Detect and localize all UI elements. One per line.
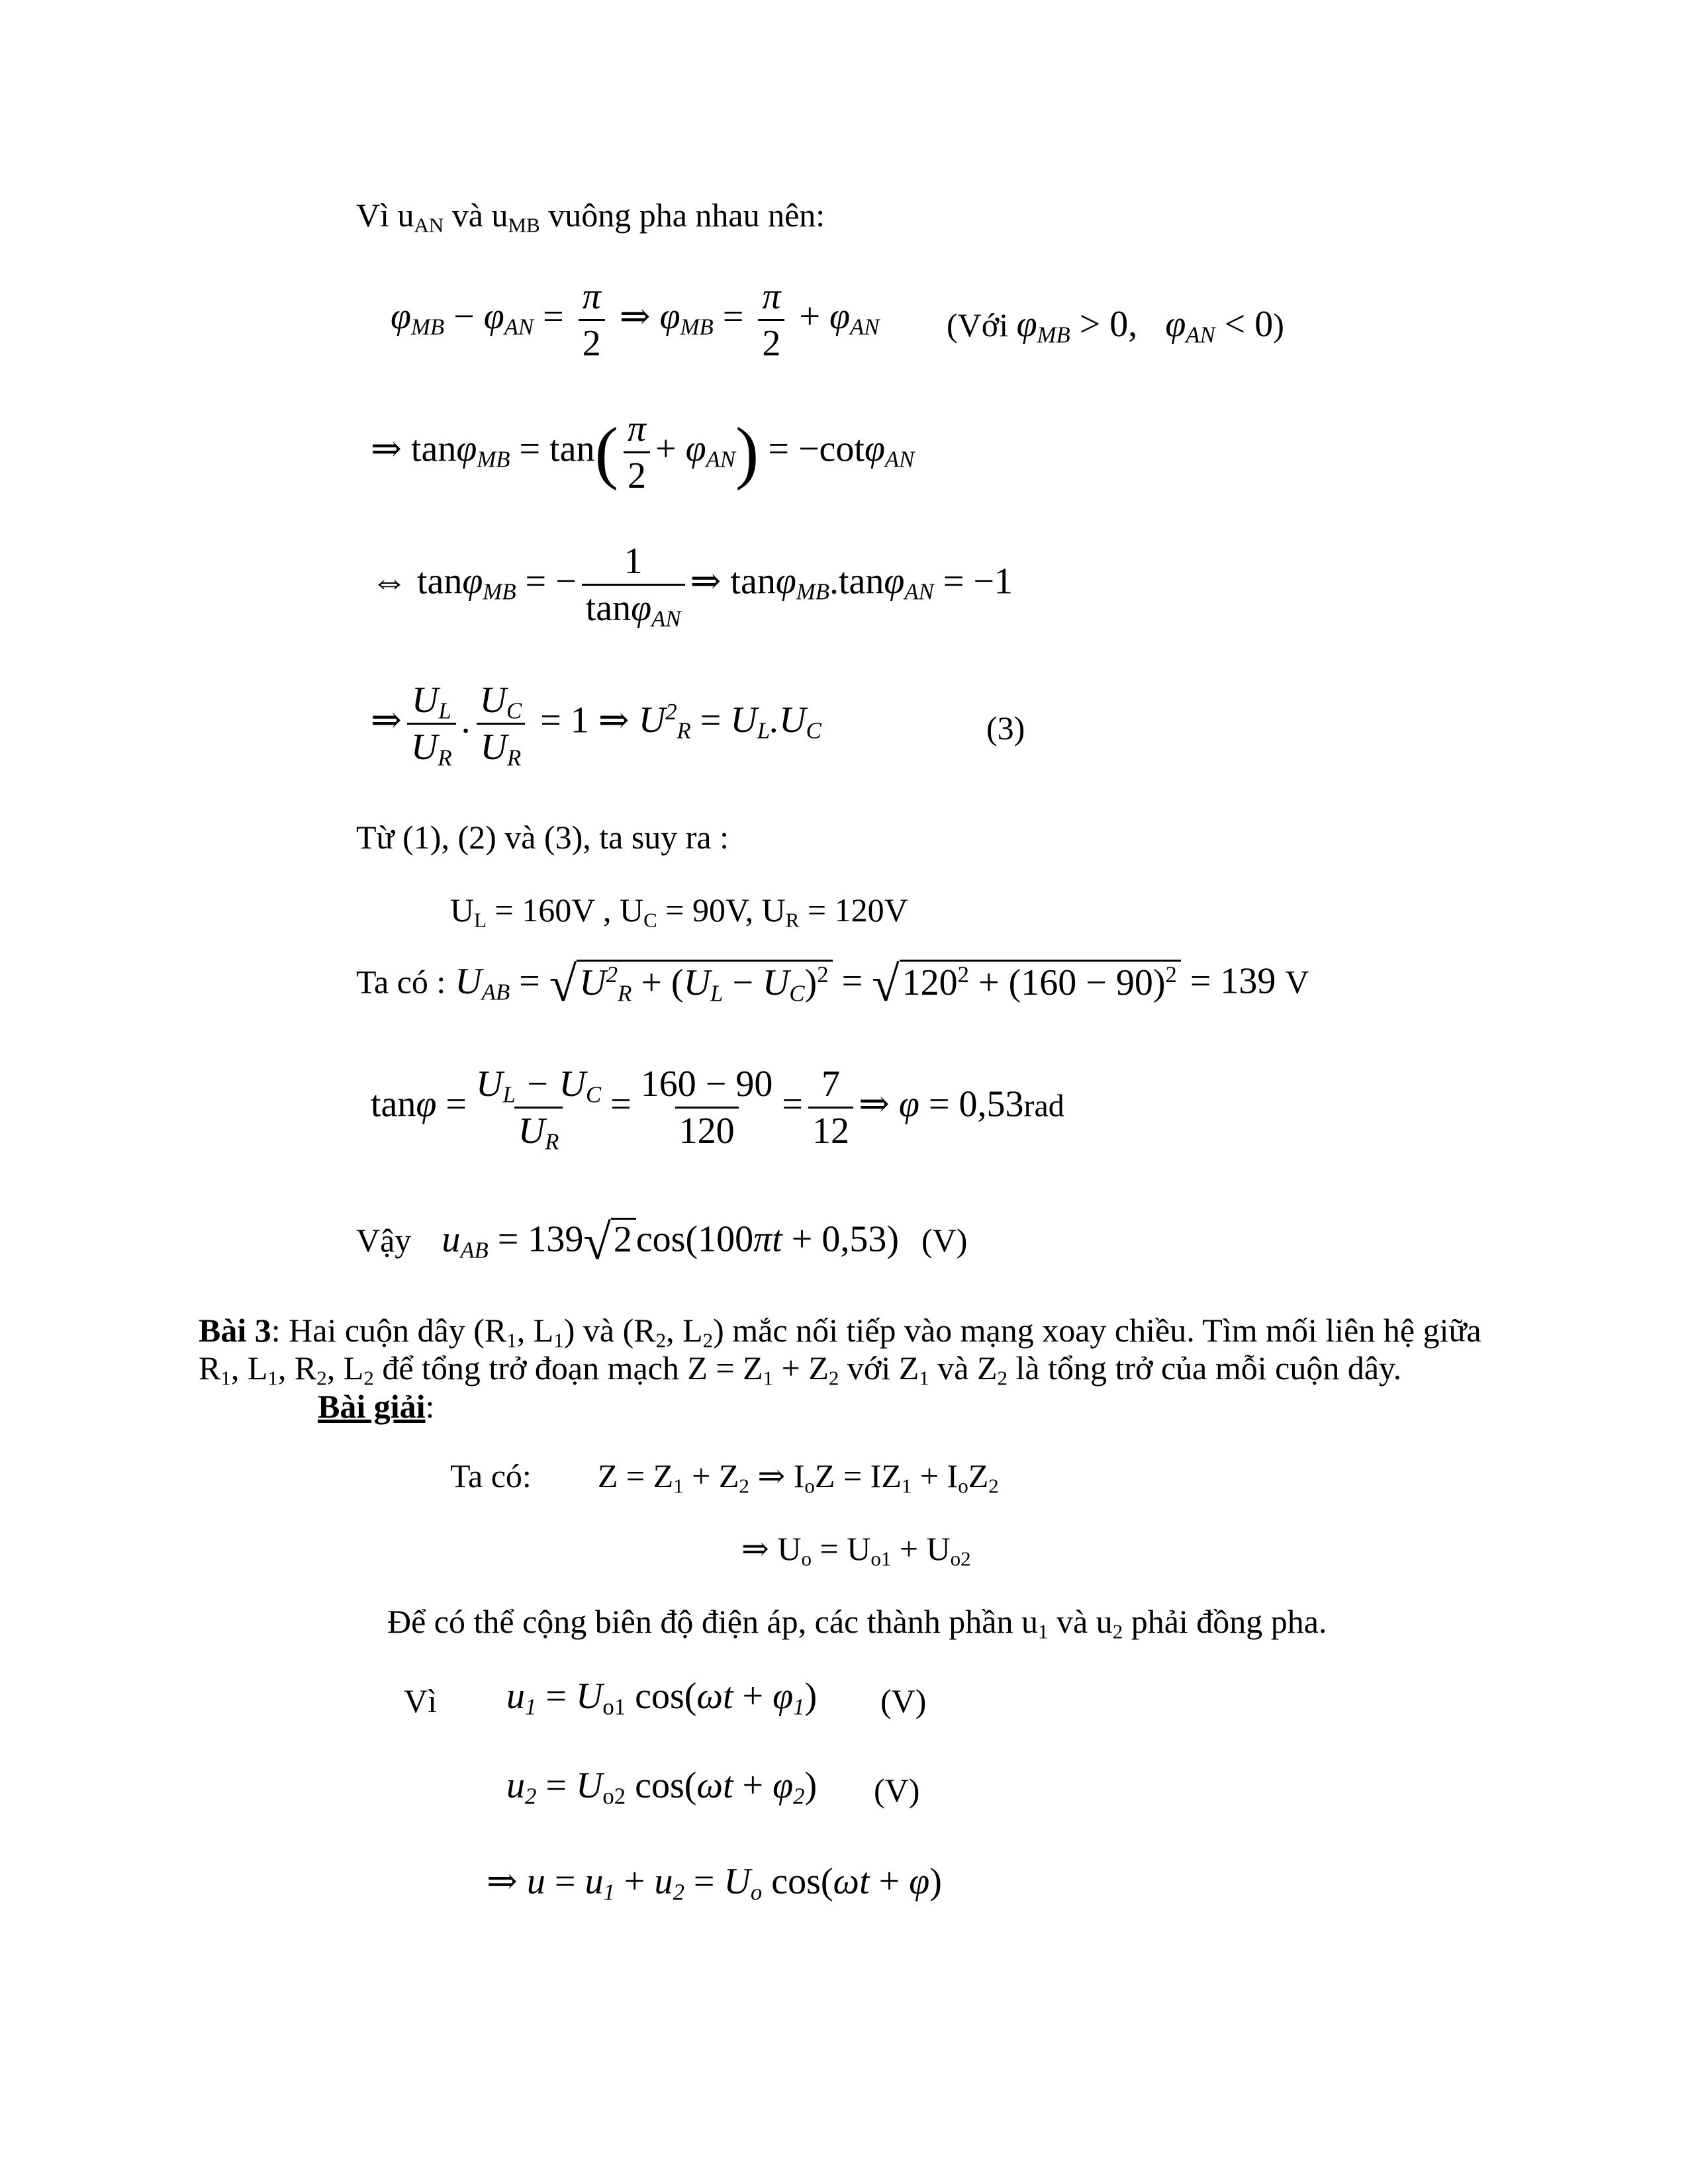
equation-tan-product: ⇔ tanφ$_{MB}$ = − $\frac{1}{\tan\varphi_{AN}}$ ⇒ tanφ$_{MB}$.tanφ$_{AN}$ = −1 [371,541,1013,632]
problem-3-line-2: $R_1$, $L_1$, $R_2$, $L_2$ để tổng trở đoạn mạch $Z = Z_1 + Z_2$ với $Z_1$ và $Z_2$ là tổng trở của mỗi cuộn dây. [199,1349,1402,1390]
equation-uab-expression: Vậy $u_{AB} = 139$ √ 2 cos(100πt + 0,53) (V) [356,1215,968,1270]
equation-u1: $u_1 = U_{o1}$ $\cos(\omega t + \varphi_1)$ [506,1676,818,1720]
equation-uab: Ta có : $U_{AB}$ = √ $U^2_R + (U_L - U_C)^2$ = √ $120^2 + (160 - 90)^2$ = 139 V [356,957,1309,1012]
equation-phase-difference: $\varphi_{MB} - \varphi_{AN}$ = $\frac{\pi}{2}$ ⇒ $\varphi_{MB}$ = $\frac{\pi}{2}$ + $\varphi_{AN}$ [391,276,880,364]
equation-tan-phi: tanφ = $\frac{U_L - U_C}{U_R}$ = $\frac{160 - 90}{120}$ = $\frac{7}{12}$ ⇒ φ = 0,53rad [371,1064,1064,1155]
problem-3-line-1: Bài 3: Hai cuộn dây ($R_1$, $L_1$) và ($R_2$, $L_2$) mắc nối tiếp vào mạng xoay chiều. Tìm mối liên hệ giữa [199,1312,1481,1352]
equation-label-3: (3) [986,709,1025,747]
condition-note: (Với $\varphi_{MB} > 0$, $\varphi_{AN} < 0$) [947,304,1284,348]
unit-u2: (V) [874,1772,920,1809]
equation-tan-mb: ⇒ tanφ$_{MB}$ = tan( $\frac{\pi}{2}$ + $\varphi_{AN}) = -\cot\varphi_{AN}$ [371,408,915,496]
solution-heading: Bài giải: [318,1388,435,1425]
unit-u1: (V) [880,1682,927,1719]
amplitude-sum-line: ⇒ $U_o = U_{o1} + U_{o2}$ [741,1530,971,1570]
voltage-values: $U_L = 160V$ , $U_C = 90V$, $U_R = 120V$ [450,891,908,932]
vi-label: Vì [404,1682,437,1719]
equation-u-sum: ⇒ $u = u_1 + u_2 = U_o$ cos(ωt + φ) [487,1861,942,1905]
vuong-pha-line: Vì $u_{AN}$ và $u_{MB}$ vuông pha nhau nên: [356,197,825,237]
in-phase-condition: Để có thể cộng biên độ điện áp, các thành phần $u_1$ và $u_2$ phải đồng pha. [387,1603,1327,1643]
equation-ur-squared: ⇒ $\frac{U_L}{U_R}$ . $\frac{U_C}{U_R}$ = 1 ⇒ $U^2_R = U_L.U_C$ [371,680,821,771]
equation-u2: $u_2 = U_{o2}$ $\cos(\omega t + \varphi_2)$ [506,1765,818,1809]
impedance-line: Ta có: $Z = Z_1 + Z_2$ ⇒ $I_oZ = IZ_1 + I_oZ_2$ [450,1457,999,1498]
deduce-line: Từ (1), (2) và (3), ta suy ra : [356,819,729,856]
